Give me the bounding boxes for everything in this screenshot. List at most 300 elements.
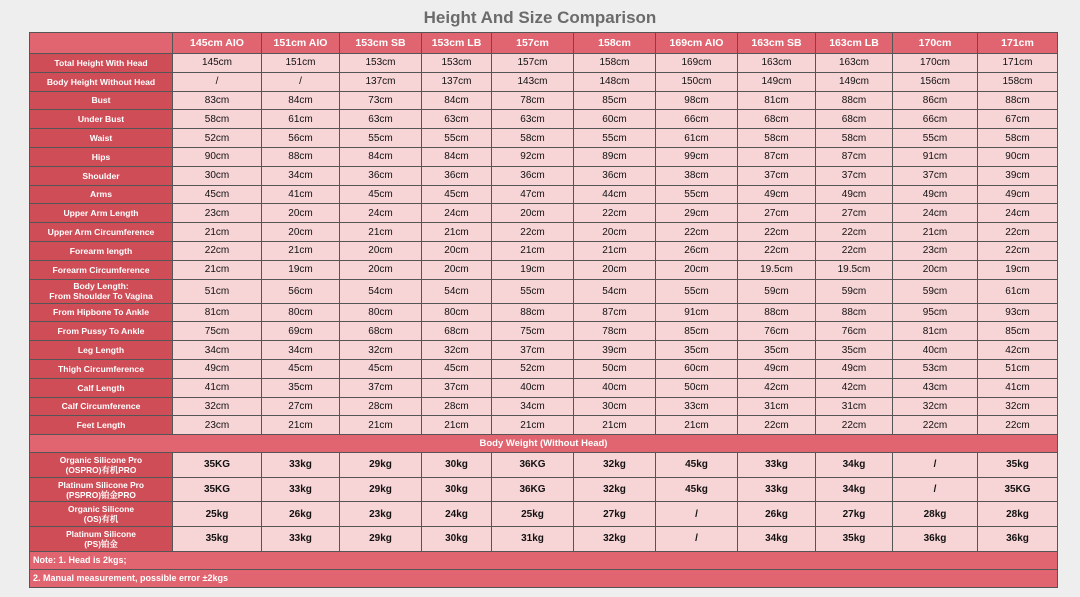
table-cell: 83cm — [173, 91, 262, 110]
table-cell: 36cm — [574, 166, 656, 185]
table-cell: 20cm — [340, 260, 422, 279]
size-comparison-table — [29, 32, 1058, 588]
table-cell: 24cm — [422, 204, 492, 223]
table-cell: 156cm — [893, 72, 978, 91]
table-cell: 28kg — [893, 502, 978, 527]
table-cell: 60cm — [574, 110, 656, 129]
table-cell: 23cm — [173, 204, 262, 223]
table-cell: 34cm — [262, 166, 340, 185]
table-cell: 28cm — [340, 397, 422, 416]
table-cell: 150cm — [656, 72, 738, 91]
row-label — [30, 91, 173, 110]
table-cell: 60cm — [656, 359, 738, 378]
table-cell: 20cm — [262, 223, 340, 242]
table-row — [30, 147, 1058, 166]
table-row — [30, 260, 1058, 279]
table-cell: 59cm — [738, 279, 816, 303]
table-cell: 36KG — [492, 477, 574, 502]
table-cell: 19cm — [978, 260, 1058, 279]
table-cell: 21cm — [173, 260, 262, 279]
table-cell: 90cm — [173, 147, 262, 166]
table-cell: 29kg — [340, 477, 422, 502]
table-cell: 32cm — [893, 397, 978, 416]
table-cell: 86cm — [893, 91, 978, 110]
table-cell: 36cm — [422, 166, 492, 185]
row-label-text: Forearm length — [69, 245, 133, 256]
table-cell: 45cm — [173, 185, 262, 204]
table-cell: 33kg — [738, 453, 816, 478]
table-cell: 68cm — [422, 322, 492, 341]
row-label — [30, 54, 173, 73]
table-cell: 80cm — [340, 303, 422, 322]
table-cell: 32cm — [422, 341, 492, 360]
table-row — [30, 359, 1058, 378]
table-cell: 34kg — [816, 477, 893, 502]
table-cell: 19cm — [262, 260, 340, 279]
table-cell: 95cm — [893, 303, 978, 322]
table-cell: / — [173, 72, 262, 91]
table-cell: 32cm — [340, 341, 422, 360]
table-cell: 55cm — [656, 279, 738, 303]
table-row — [30, 378, 1058, 397]
table-cell: / — [262, 72, 340, 91]
table-cell: 45cm — [340, 185, 422, 204]
table-cell: 26kg — [262, 502, 340, 527]
table-cell: 29cm — [656, 204, 738, 223]
table-cell: 22cm — [492, 223, 574, 242]
table-cell: 45kg — [656, 477, 738, 502]
column-header: 151cm AIO — [262, 33, 340, 54]
table-cell: 67cm — [978, 110, 1058, 129]
row-label-text: Body Length: — [73, 281, 129, 292]
table-row — [30, 397, 1058, 416]
note-text: Note: 1. Head is 2kgs; — [30, 551, 1058, 569]
table-cell: 35KG — [978, 477, 1058, 502]
table-cell: 22cm — [738, 241, 816, 260]
section-title: Body Weight (Without Head) — [30, 435, 1058, 453]
table-cell: 93cm — [978, 303, 1058, 322]
table-row — [30, 129, 1058, 148]
column-header: 163cm LB — [816, 33, 893, 54]
table-cell: 42cm — [816, 378, 893, 397]
table-cell: 31cm — [816, 397, 893, 416]
row-label-text: Calf Circumference — [61, 401, 141, 412]
table-cell: 41cm — [978, 378, 1058, 397]
table-cell: / — [893, 453, 978, 478]
table-cell: 30kg — [422, 477, 492, 502]
table-cell: 58cm — [738, 129, 816, 148]
row-label-text: Waist — [89, 133, 113, 144]
row-label — [30, 416, 173, 435]
table-cell: / — [656, 502, 738, 527]
table-cell: 87cm — [574, 303, 656, 322]
header-row — [30, 33, 1058, 54]
table-cell: 27cm — [262, 397, 340, 416]
table-cell: 49cm — [738, 359, 816, 378]
table-cell: 20cm — [262, 204, 340, 223]
column-header: 145cm AIO — [173, 33, 262, 54]
table-cell: 158cm — [978, 72, 1058, 91]
table-cell: 49cm — [173, 359, 262, 378]
table-cell: 32kg — [574, 453, 656, 478]
row-label — [30, 526, 173, 551]
table-cell: 33cm — [656, 397, 738, 416]
column-header: 171cm — [978, 33, 1058, 54]
table-row — [30, 241, 1058, 260]
table-cell: 39cm — [978, 166, 1058, 185]
table-cell: 49cm — [978, 185, 1058, 204]
table-cell: 45cm — [262, 359, 340, 378]
table-cell: 84cm — [340, 147, 422, 166]
table-cell: 98cm — [656, 91, 738, 110]
note-text: 2. Manual measurement, possible error ±2kgs — [30, 569, 1058, 587]
row-label-text: Upper Arm Circumference — [47, 227, 155, 238]
table-cell: 143cm — [492, 72, 574, 91]
row-label-subtext: (OSPRO)有机PRO — [65, 464, 137, 475]
table-cell: 22cm — [738, 416, 816, 435]
table-cell: 20cm — [893, 260, 978, 279]
table-cell: 87cm — [738, 147, 816, 166]
table-cell: 51cm — [978, 359, 1058, 378]
column-header: 170cm — [893, 33, 978, 54]
table-cell: 21cm — [492, 241, 574, 260]
table-cell: 88cm — [816, 303, 893, 322]
table-cell: 88cm — [978, 91, 1058, 110]
row-label-text: Under Bust — [77, 114, 125, 125]
table-cell: 21cm — [340, 223, 422, 242]
table-cell: 63cm — [340, 110, 422, 129]
table-cell: 35kg — [978, 453, 1058, 478]
table-cell: 22cm — [978, 223, 1058, 242]
table-cell: 33kg — [262, 526, 340, 551]
table-cell: 21cm — [173, 223, 262, 242]
table-cell: 20cm — [422, 260, 492, 279]
table-cell: 27cm — [816, 204, 893, 223]
table-cell: 171cm — [978, 54, 1058, 73]
row-label-subtext: (OS)有机 — [83, 514, 119, 525]
table-cell: 88cm — [492, 303, 574, 322]
table-cell: 28cm — [422, 397, 492, 416]
table-cell: 56cm — [262, 279, 340, 303]
table-cell: 149cm — [738, 72, 816, 91]
table-cell: 34cm — [173, 341, 262, 360]
table-cell: 21cm — [422, 416, 492, 435]
table-row — [30, 72, 1058, 91]
table-cell: 31cm — [738, 397, 816, 416]
column-header: 153cm LB — [422, 33, 492, 54]
table-cell: 78cm — [574, 322, 656, 341]
table-cell: 163cm — [738, 54, 816, 73]
row-label — [30, 303, 173, 322]
table-cell: 54cm — [574, 279, 656, 303]
table-cell: 33kg — [738, 477, 816, 502]
table-row — [30, 322, 1058, 341]
row-label-text: Organic Silicone Pro — [59, 454, 143, 465]
table-cell: 41cm — [173, 378, 262, 397]
table-cell: 158cm — [574, 54, 656, 73]
table-cell: 66cm — [656, 110, 738, 129]
table-cell: 29kg — [340, 526, 422, 551]
row-label-text: From Hipbone To Ankle — [53, 307, 149, 318]
row-label-text: Bust — [91, 95, 111, 106]
row-label-subtext: (PS)铂金 — [84, 538, 118, 549]
table-cell: 81cm — [738, 91, 816, 110]
table-cell: 23kg — [340, 502, 422, 527]
table-cell: 85cm — [978, 322, 1058, 341]
table-cell: 80cm — [262, 303, 340, 322]
row-label-text: Feet Length — [76, 420, 126, 431]
row-label — [30, 378, 173, 397]
row-label — [30, 397, 173, 416]
table-cell: 30cm — [173, 166, 262, 185]
table-cell: 34cm — [262, 341, 340, 360]
table-cell: 21cm — [656, 416, 738, 435]
table-cell: 24cm — [978, 204, 1058, 223]
row-label — [30, 166, 173, 185]
table-row — [30, 223, 1058, 242]
table-cell: 88cm — [738, 303, 816, 322]
table-cell: 36cm — [340, 166, 422, 185]
row-label — [30, 223, 173, 242]
row-label-text: Leg Length — [77, 345, 125, 356]
table-cell: 37cm — [893, 166, 978, 185]
table-cell: 84cm — [422, 147, 492, 166]
table-cell: 20cm — [656, 260, 738, 279]
table-cell: 32cm — [978, 397, 1058, 416]
table-cell: 170cm — [893, 54, 978, 73]
row-label-text: From Pussy To Ankle — [57, 326, 145, 337]
table-cell: 30cm — [574, 397, 656, 416]
table-cell: 47cm — [492, 185, 574, 204]
table-cell: 22cm — [816, 416, 893, 435]
row-label-text: Arms — [90, 189, 112, 200]
note-row — [30, 569, 1058, 587]
table-cell: 59cm — [816, 279, 893, 303]
table-cell: 20cm — [574, 223, 656, 242]
table-cell: 66cm — [893, 110, 978, 129]
table-cell: 21cm — [340, 416, 422, 435]
row-label-text: Forearm Circumference — [52, 264, 150, 275]
table-cell: 163cm — [816, 54, 893, 73]
table-cell: 21cm — [574, 241, 656, 260]
table-cell: 81cm — [173, 303, 262, 322]
table-cell: 76cm — [816, 322, 893, 341]
table-cell: 63cm — [492, 110, 574, 129]
table-cell: 20cm — [574, 260, 656, 279]
row-label — [30, 279, 173, 303]
table-cell: 27cm — [738, 204, 816, 223]
table-cell: 40cm — [893, 341, 978, 360]
table-cell: 32cm — [173, 397, 262, 416]
table-cell: 21cm — [422, 223, 492, 242]
table-cell: 87cm — [816, 147, 893, 166]
table-cell: 21cm — [574, 416, 656, 435]
table-cell: 22cm — [656, 223, 738, 242]
table-cell: 78cm — [492, 91, 574, 110]
row-label — [30, 477, 173, 502]
table-cell: 73cm — [340, 91, 422, 110]
table-cell: 58cm — [173, 110, 262, 129]
table-cell: 68cm — [816, 110, 893, 129]
table-cell: 36KG — [492, 453, 574, 478]
table-cell: 58cm — [816, 129, 893, 148]
table-cell: 20cm — [422, 241, 492, 260]
row-label-text: Organic Silicone — [67, 504, 135, 515]
table-cell: 55cm — [492, 279, 574, 303]
table-cell: 22cm — [893, 416, 978, 435]
table-cell: 169cm — [656, 54, 738, 73]
table-cell: 25kg — [492, 502, 574, 527]
row-label-text: Calf Length — [77, 382, 125, 393]
table-cell: 35cm — [656, 341, 738, 360]
row-label-text: Platinum Silicone Pro — [57, 479, 145, 490]
row-label-subtext: From Shoulder To Vagina — [49, 291, 153, 302]
table-cell: 24kg — [422, 502, 492, 527]
table-row — [30, 166, 1058, 185]
row-label-text: Shoulder — [82, 170, 120, 181]
column-header: 169cm AIO — [656, 33, 738, 54]
table-cell: 22cm — [173, 241, 262, 260]
row-label — [30, 322, 173, 341]
table-cell: 21cm — [893, 223, 978, 242]
table-row — [30, 416, 1058, 435]
table-cell: 69cm — [262, 322, 340, 341]
table-cell: 68cm — [340, 322, 422, 341]
table-cell: 44cm — [574, 185, 656, 204]
table-cell: 22cm — [816, 241, 893, 260]
table-cell: 26kg — [738, 502, 816, 527]
table-cell: 21cm — [262, 416, 340, 435]
table-cell: 21cm — [262, 241, 340, 260]
table-cell: 157cm — [492, 54, 574, 73]
table-cell: 40cm — [574, 378, 656, 397]
table-cell: 50cm — [574, 359, 656, 378]
table-cell: 39cm — [574, 341, 656, 360]
table-cell: 35KG — [173, 477, 262, 502]
table-cell: 85cm — [574, 91, 656, 110]
row-label — [30, 359, 173, 378]
table-cell: 88cm — [262, 147, 340, 166]
table-cell: 55cm — [893, 129, 978, 148]
table-cell: 45cm — [340, 359, 422, 378]
table-cell: 22cm — [978, 241, 1058, 260]
table-cell: 55cm — [656, 185, 738, 204]
corner-cell — [30, 33, 173, 54]
table-cell: 28kg — [978, 502, 1058, 527]
table-cell: 137cm — [340, 72, 422, 91]
page-title: Height And Size Comparison — [423, 8, 657, 27]
table-cell: 58cm — [978, 129, 1058, 148]
table-cell: 31kg — [492, 526, 574, 551]
row-label — [30, 204, 173, 223]
table-cell: 149cm — [816, 72, 893, 91]
table-cell: 34cm — [492, 397, 574, 416]
table-cell: 42cm — [738, 378, 816, 397]
table-cell: 22cm — [738, 223, 816, 242]
table-cell: 26cm — [656, 241, 738, 260]
table-cell: 54cm — [340, 279, 422, 303]
table-cell: 35cm — [262, 378, 340, 397]
row-label-text: Hips — [91, 151, 111, 162]
table-cell: 22cm — [816, 223, 893, 242]
table-cell: 89cm — [574, 147, 656, 166]
row-label — [30, 147, 173, 166]
table-cell: 75cm — [492, 322, 574, 341]
row-label-text: Thigh Circumference — [58, 363, 144, 374]
table-cell: 34kg — [738, 526, 816, 551]
table-cell: 19.5cm — [816, 260, 893, 279]
row-label — [30, 453, 173, 478]
table-cell: 54cm — [422, 279, 492, 303]
table-cell: 88cm — [816, 91, 893, 110]
table-cell: 35cm — [738, 341, 816, 360]
table-cell: 56cm — [262, 129, 340, 148]
table-cell: 55cm — [340, 129, 422, 148]
table-cell: 49cm — [893, 185, 978, 204]
table-cell: 30kg — [422, 453, 492, 478]
table-cell: 91cm — [893, 147, 978, 166]
table-cell: 151cm — [262, 54, 340, 73]
table-cell: 45kg — [656, 453, 738, 478]
table-cell: 33kg — [262, 453, 340, 478]
table-cell: 52cm — [492, 359, 574, 378]
table-row — [30, 303, 1058, 322]
table-cell: 19cm — [492, 260, 574, 279]
table-cell: 58cm — [492, 129, 574, 148]
table-cell: 40cm — [492, 378, 574, 397]
table-cell: 37cm — [738, 166, 816, 185]
table-cell: 37cm — [340, 378, 422, 397]
table-cell: 36kg — [978, 526, 1058, 551]
table-cell: 148cm — [574, 72, 656, 91]
table-cell: 55cm — [422, 129, 492, 148]
row-label-text: Total Height With Head — [54, 57, 148, 68]
table-cell: 92cm — [492, 147, 574, 166]
column-header: 153cm SB — [340, 33, 422, 54]
section-row — [30, 435, 1058, 453]
table-row — [30, 204, 1058, 223]
table-cell: 68cm — [738, 110, 816, 129]
table-cell: 42cm — [978, 341, 1058, 360]
table-cell: 145cm — [173, 54, 262, 73]
row-label-text: Body Height Without Head — [46, 76, 156, 87]
table-cell: 38cm — [656, 166, 738, 185]
column-header: 157cm — [492, 33, 574, 54]
table-cell: 19.5cm — [738, 260, 816, 279]
table-cell: 84cm — [262, 91, 340, 110]
table-cell: 76cm — [738, 322, 816, 341]
table-cell: 35KG — [173, 453, 262, 478]
table-row — [30, 54, 1058, 73]
table-cell: 25kg — [173, 502, 262, 527]
table-cell: 81cm — [893, 322, 978, 341]
table-cell: 61cm — [656, 129, 738, 148]
table-row — [30, 526, 1058, 551]
table-cell: 99cm — [656, 147, 738, 166]
table-cell: / — [893, 477, 978, 502]
table-cell: 27kg — [816, 502, 893, 527]
table-cell: 45cm — [422, 185, 492, 204]
table-cell: 153cm — [422, 54, 492, 73]
table-cell: 27kg — [574, 502, 656, 527]
table-cell: / — [656, 526, 738, 551]
table-cell: 43cm — [893, 378, 978, 397]
row-label-text: Platinum Silicone — [66, 528, 136, 539]
table-cell: 45cm — [422, 359, 492, 378]
table-cell: 153cm — [340, 54, 422, 73]
row-label — [30, 185, 173, 204]
column-header: 158cm — [574, 33, 656, 54]
